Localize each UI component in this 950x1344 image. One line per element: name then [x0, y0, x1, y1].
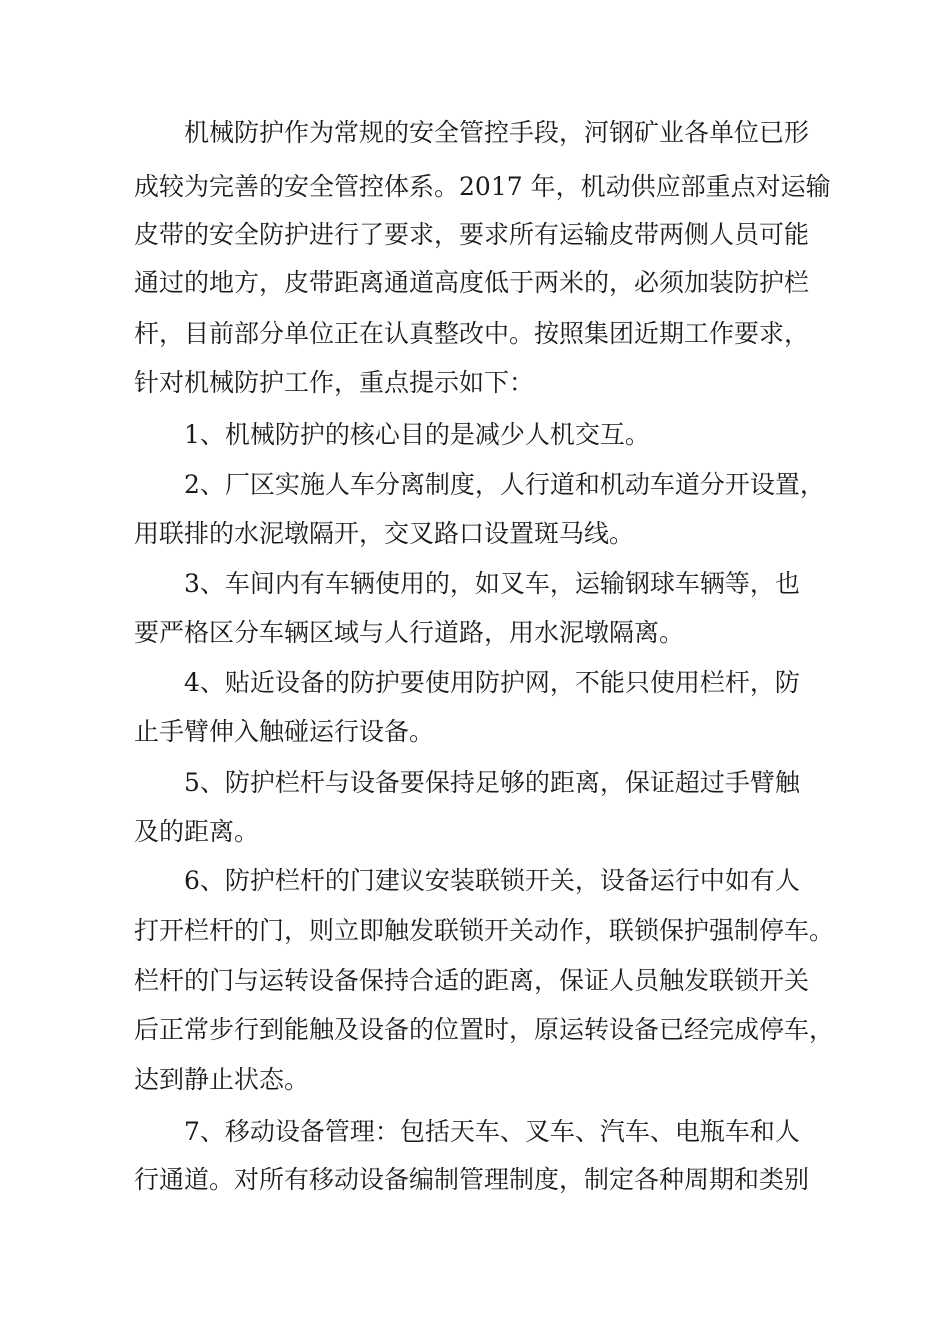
text-line: 2、厂区实施人车分离制度，人行道和机动车道分开设置，	[184, 470, 825, 499]
text-line: 6、防护栏杆的门建议安装联锁开关，设备运行中如有人	[184, 866, 800, 895]
text-line: 要严格区分车辆区域与人行道路，用水泥墩隔离。	[134, 618, 685, 647]
text-line: 3、车间内有车辆使用的，如叉车，运输钢球车辆等，也	[184, 569, 800, 598]
text-line: 行通道。对所有移动设备编制管理制度，制定各种周期和类别	[134, 1165, 810, 1194]
text-line: 机械防护作为常规的安全管控手段，河钢矿业各单位已形	[184, 118, 810, 147]
text-line: 4、贴近设备的防护要使用防护网，不能只使用栏杆，防	[184, 668, 800, 697]
text-line: 止手臂伸入触碰运行设备。	[134, 717, 435, 746]
text-line: 及的距离。	[134, 817, 260, 846]
text-line: 皮带的安全防护进行了要求，要求所有运输皮带两侧人员可能	[134, 220, 810, 249]
text-line: 达到静止状态。	[134, 1065, 310, 1094]
text-line: 7、移动设备管理：包括天车、叉车、汽车、电瓶车和人	[184, 1117, 800, 1146]
text-line: 5、防护栏杆与设备要保持足够的距离，保证超过手臂触	[184, 768, 800, 797]
text-line: 打开栏杆的门，则立即触发联锁开关动作，联锁保护强制停车。	[134, 916, 835, 945]
text-line: 针对机械防护工作，重点提示如下：	[134, 368, 535, 397]
text-line: 后正常步行到能触及设备的位置时，原运转设备已经完成停车，	[134, 1015, 835, 1044]
text-line: 成较为完善的安全管控体系。2017 年，机动供应部重点对运输	[134, 172, 831, 201]
text-line: 栏杆的门与运转设备保持合适的距离，保证人员触发联锁开关	[134, 966, 810, 995]
text-line: 用联排的水泥墩隔开，交叉路口设置斑马线。	[134, 519, 635, 548]
text-line: 通过的地方，皮带距离通道高度低于两米的，必须加装防护栏	[134, 268, 810, 297]
text-line: 杆，目前部分单位正在认真整改中。按照集团近期工作要求，	[134, 319, 810, 348]
text-line: 1、机械防护的核心目的是减少人机交互。	[184, 420, 650, 449]
